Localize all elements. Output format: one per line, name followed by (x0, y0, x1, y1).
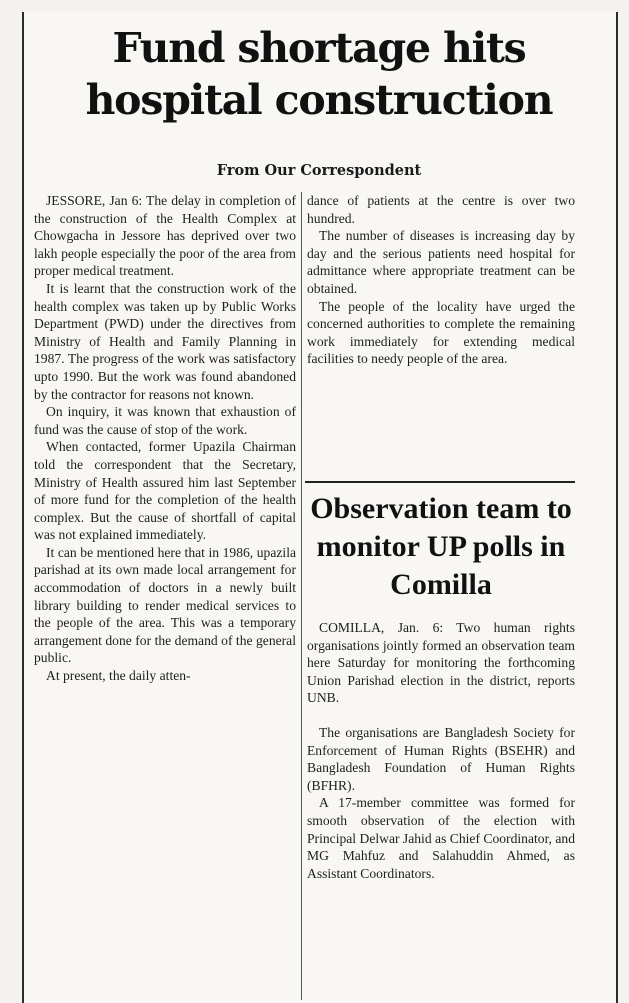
newspaper-clipping (22, 12, 618, 1003)
paragraph: COMILLA, Jan. 6: Two human rights organisations jointly formed an observation team here Saturday for monitoring the forthcoming Union Parishad election in the district, reports UNB. (307, 620, 575, 706)
paragraph-gap (307, 707, 575, 724)
paragraph: It is learnt that the construction work of the health complex was taken up by Public Works Department (PWD) under the directives from Ministry of Health and Family Planning in 1987. The progress of the work was satisfactory upto 1990. But the work was found abandoned by the contractor for reasons not known. (34, 280, 296, 402)
paragraph: At present, the daily atten- (46, 668, 191, 684)
column-divider (301, 192, 302, 1000)
paragraph: dance of patients at the centre is over two hundred. (307, 193, 575, 226)
paragraph: The organisations are Bangladesh Society for Enforcement of Human Rights (BSEHR) and Bangladesh Foundation of Human Rights (BFHR). (307, 724, 575, 793)
paragraph: When contacted, former Upazila Chairman told the correspondent that the Secretary, Ministry of Health assured him last September of more fund for the completion of the health complex. But the cause of shortfall of capital was not explained immediately. (34, 439, 296, 543)
article-column-1 (34, 192, 296, 685)
article-headline: Fund shortage hits hospital construction (85, 24, 553, 124)
paragraph: The number of diseases is increasing day by day and the serious patients need hospital for admittance where appropriate treatment can be obtained. (307, 228, 575, 296)
article-byline: From Our Correspondent (216, 162, 422, 179)
paragraph: JESSORE, Jan 6: The delay in completion of the construction of the Health Complex at Chowgacha in Jessore has deprived over two lakh people especially the poor of the area from proper medical treatment. (34, 193, 296, 279)
paragraph: The people of the locality have urged the concerned authorities to complete the remaining work immediately for extending medical facilities to needy people of the area. (307, 298, 575, 367)
article-separator (305, 481, 575, 483)
paragraph: On inquiry, it was known that exhaustion of fund was the cause of stop of the work. (34, 404, 296, 437)
paragraph: A 17-member committee was formed for smooth observation of the election with Principal Delwar Jahid as Chief Coordinator, and MG Mahfuz and Salahuddin Ahmed, as Assistant Coordinators. (307, 795, 575, 881)
paragraph: It can be mentioned here that in 1986, upazila parishad at its own made local arrangement for accommodation of doctors in a newly built library building to render medical services to the people of the area. This was a temporary arrangement done for the demand of the general public. (34, 544, 296, 666)
second-article-body (307, 619, 575, 882)
article-column-2 (307, 192, 575, 368)
second-article-headline: Observation team to monitor UP polls in Comilla (310, 492, 572, 601)
